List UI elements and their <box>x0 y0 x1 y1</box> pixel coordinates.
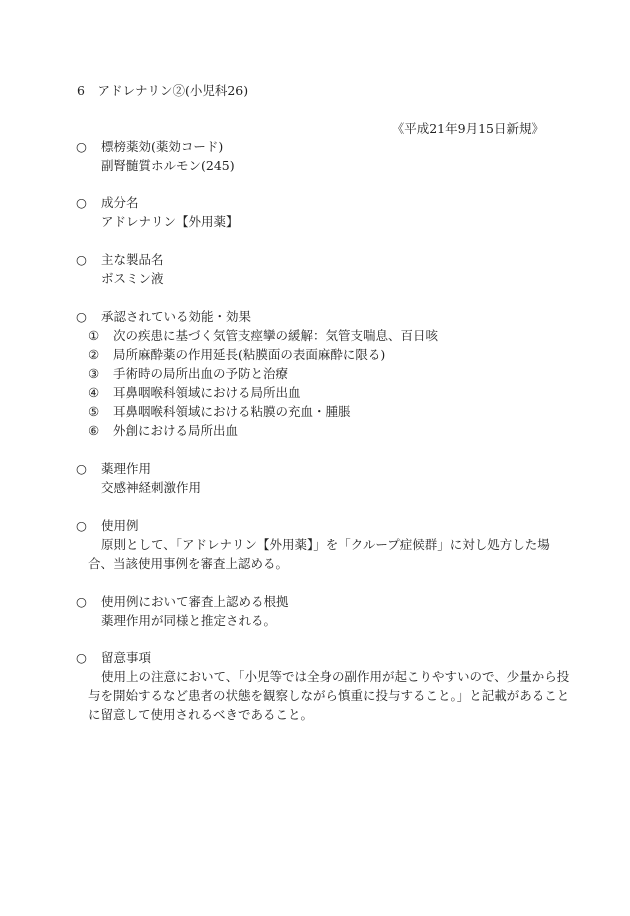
bullet-icon: ○ <box>76 139 87 154</box>
section-heading: 標榜薬効(薬効コード) <box>101 139 224 154</box>
item-number: ④ <box>88 385 100 400</box>
date-note: 《平成21年9月15日新規》 <box>391 121 544 136</box>
bullet-icon: ○ <box>76 195 87 210</box>
section-heading: 留意事項 <box>101 650 152 665</box>
paragraph-line: 合、当該使用事例を審査上認める。 <box>88 556 289 571</box>
bullet-icon: ○ <box>76 650 87 665</box>
document-title: 6 アドレナリン②(小児科26) <box>77 83 249 98</box>
section-heading: 薬理作用 <box>101 461 152 476</box>
paragraph-line: 使用上の注意において、「小児等では全身の副作用が起こりやすいので、少量から投 <box>101 669 570 684</box>
bullet-icon: ○ <box>76 518 87 533</box>
item-number: ③ <box>88 366 100 381</box>
paragraph-line: に留意して使用されるべきであること。 <box>88 707 314 722</box>
indication-item: 局所麻酔薬の作用延長(粘膜面の表面麻酔に限る) <box>113 347 386 362</box>
paragraph-line: 原則として、「アドレナリン【外用薬】」を「クループ症候群」に対し処方した場 <box>101 537 550 552</box>
paragraph-line: 与を開始するなど患者の状態を観察しながら慎重に投与すること。」と記載があること <box>88 688 570 703</box>
bullet-icon: ○ <box>76 252 87 267</box>
section-heading: 承認されている効能・効果 <box>101 309 252 324</box>
item-number: ② <box>88 347 100 362</box>
section-body: 交感神経刺激作用 <box>101 480 202 495</box>
bullet-icon: ○ <box>76 309 87 324</box>
item-number: ⑤ <box>88 404 100 419</box>
section-heading: 成分名 <box>101 195 139 210</box>
item-number: ⑥ <box>88 423 100 438</box>
section-heading: 主な製品名 <box>101 252 164 267</box>
section-body: 副腎髄質ホルモン(245) <box>101 158 235 173</box>
indication-item: 手術時の局所出血の予防と治療 <box>113 366 289 381</box>
bullet-icon: ○ <box>76 461 87 476</box>
section-body: 薬理作用が同様と推定される。 <box>101 613 277 628</box>
item-number: ① <box>88 328 100 343</box>
indication-item: 耳鼻咽喉科領域における粘膜の充血・腫脹 <box>113 404 351 419</box>
bullet-icon: ○ <box>76 594 87 609</box>
indication-item: 耳鼻咽喉科領域における局所出血 <box>113 385 301 400</box>
indication-item: 次の疾患に基づく気管支痙攣の緩解：気管支喘息、百日咳 <box>113 328 439 343</box>
section-body: ボスミン液 <box>101 271 164 286</box>
indication-item: 外創における局所出血 <box>113 423 239 438</box>
section-body: アドレナリン【外用薬】 <box>101 214 239 229</box>
section-heading: 使用例 <box>101 518 139 533</box>
section-heading: 使用例において審査上認める根拠 <box>101 594 289 609</box>
